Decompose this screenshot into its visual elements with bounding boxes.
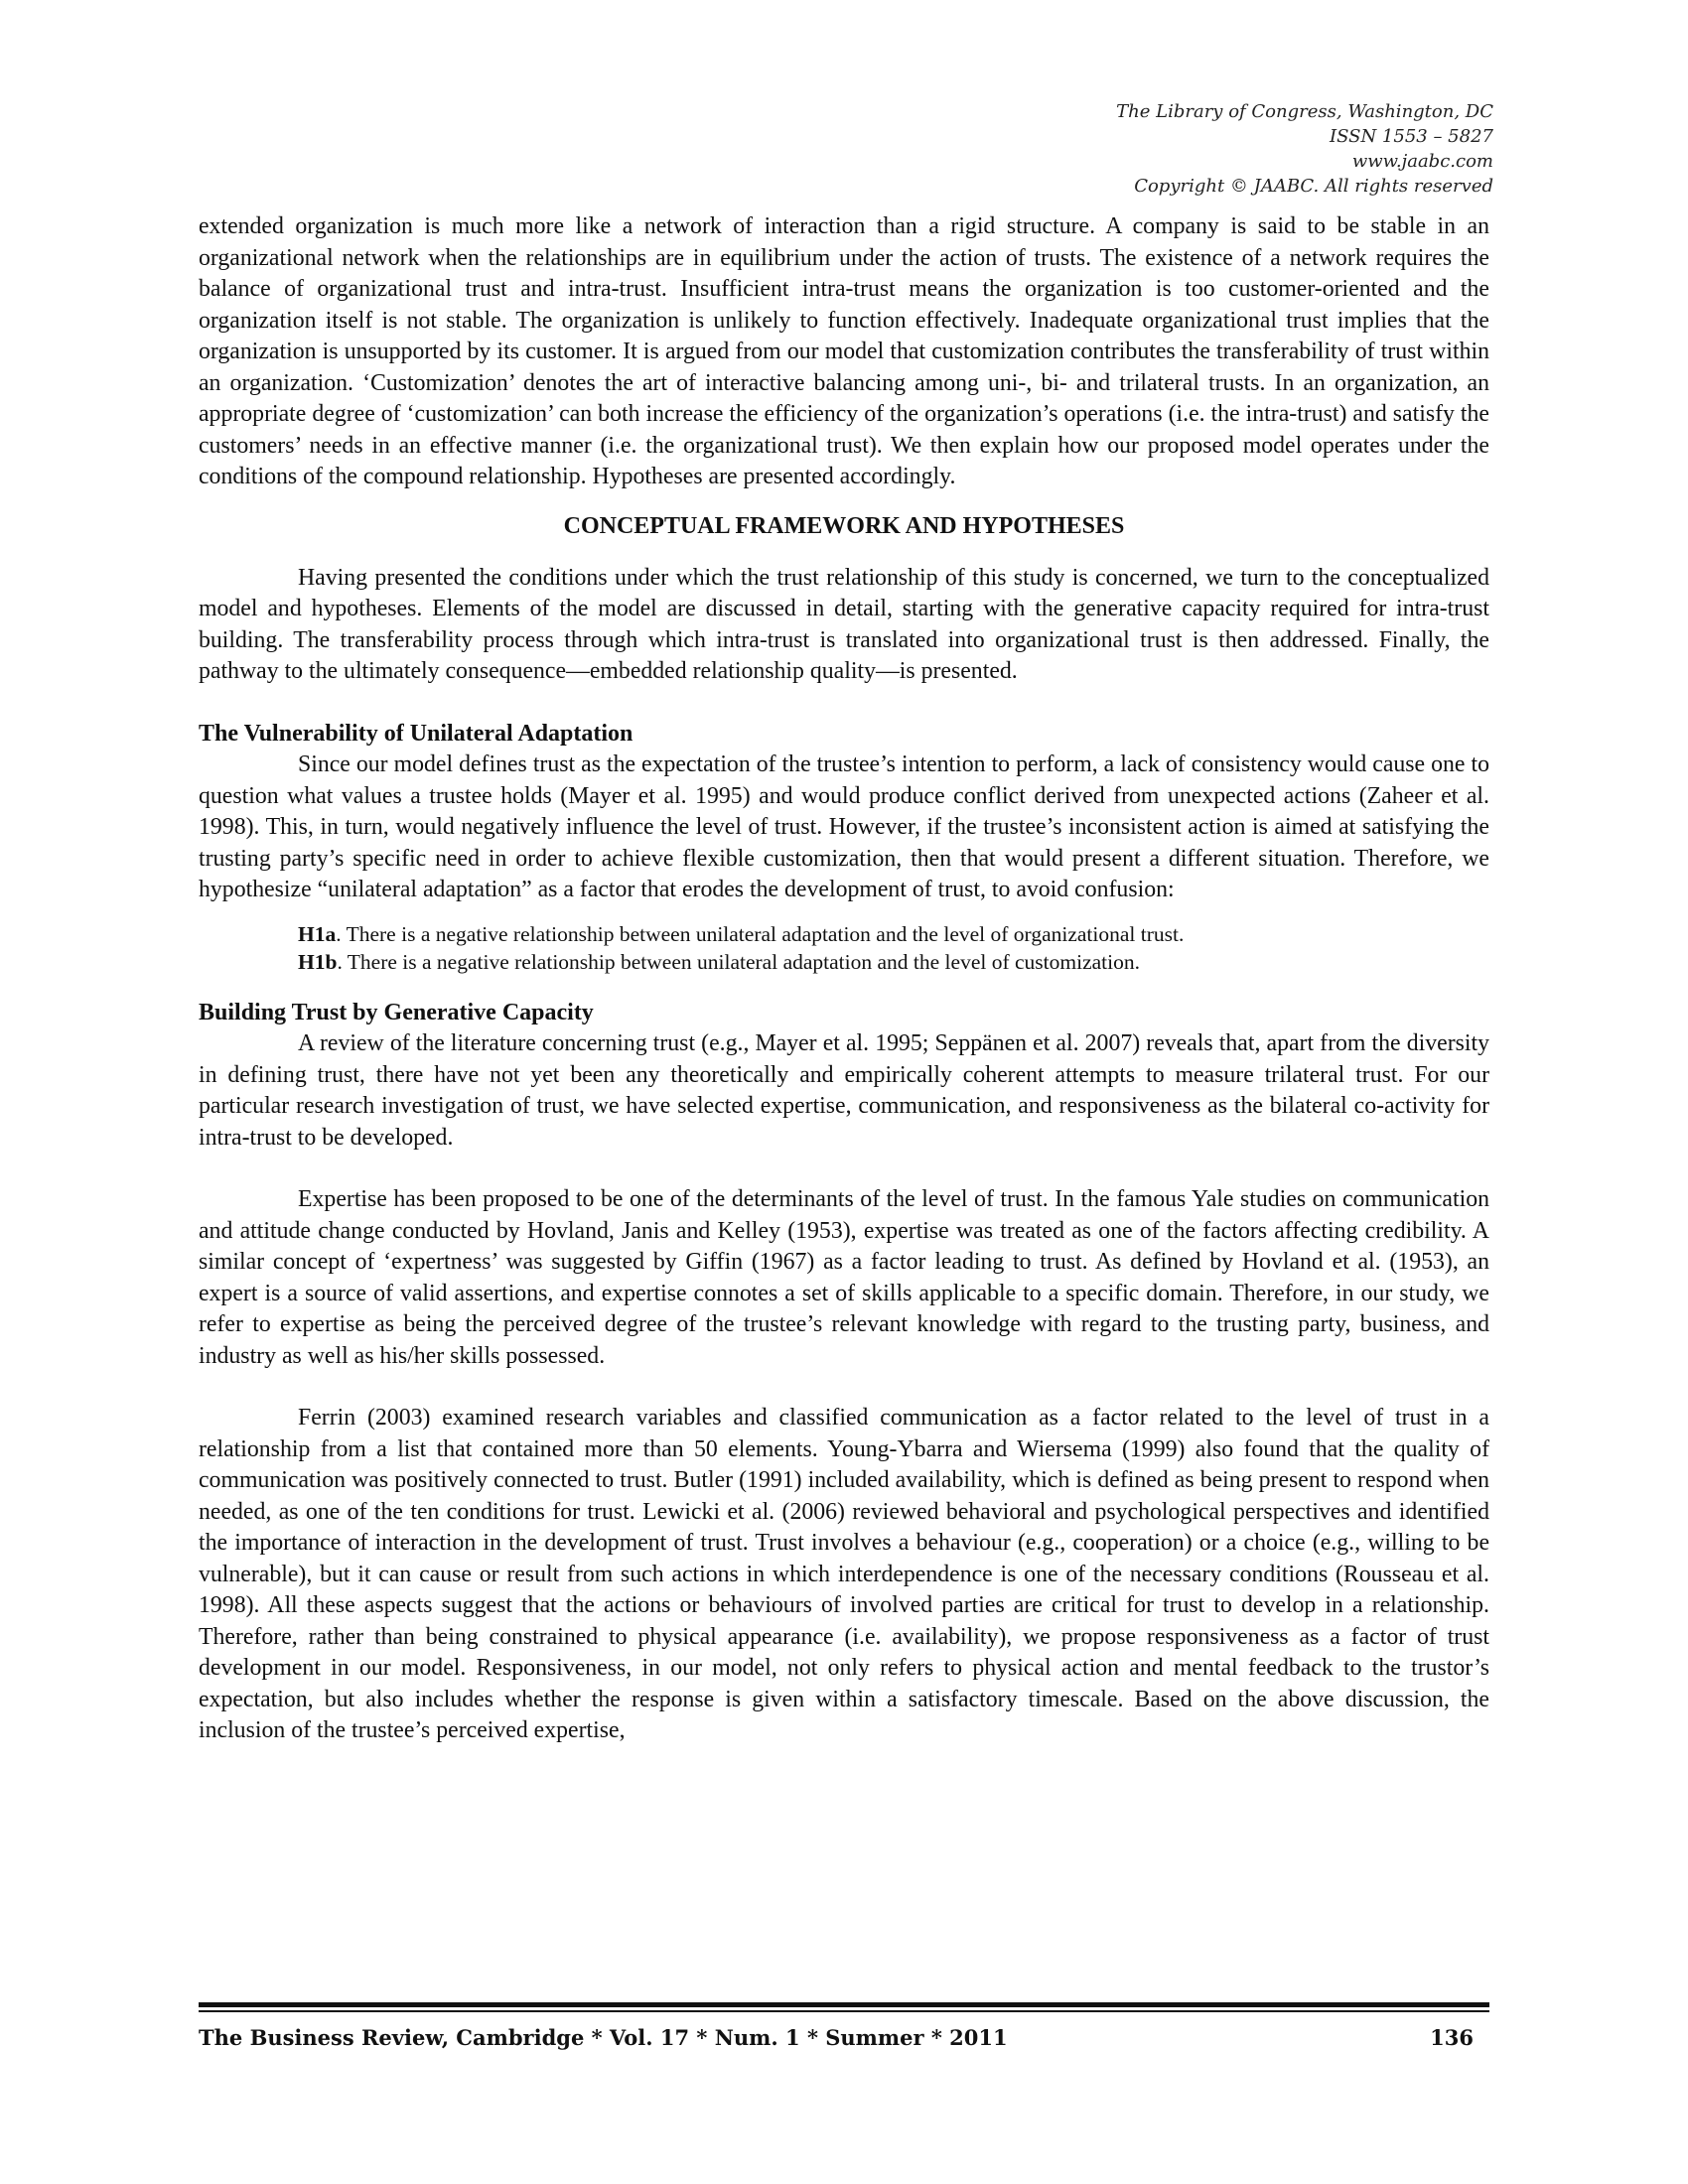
subsection-heading-vulnerability: The Vulnerability of Unilateral Adaptation bbox=[199, 720, 633, 747]
footer-journal: The Business Review, Cambridge * Vol. 17 * Num. 1 * Summer * 2011 bbox=[199, 2025, 1008, 2050]
hypotheses-list bbox=[199, 920, 1489, 976]
footer-rule-thin bbox=[199, 2010, 1489, 2012]
header-copyright: Copyright © JAABC. All rights reserved bbox=[1134, 176, 1493, 197]
vulnerability-paragraph: Since our model defines trust as the expectation of the trustee’s intention to perform, a lack of consistency would cause one to question what values a trustee holds (Mayer et al. 1995) and would produce conflict derived from unexpected actions (Zaheer et al. 1998). This, in turn, would negatively influence the level of trust. However, if the trustee’s inconsistent action is aimed at satisfying the trusting party’s specific need in order to achieve flexible customization, then that would present a different situation. Therefore, we hypothesize “unilateral adaptation” as a factor that erodes the development of trust, to avoid confusion: bbox=[199, 751, 1489, 902]
section-heading: CONCEPTUAL FRAMEWORK AND HYPOTHESES bbox=[563, 512, 1125, 539]
footer-rule-thick bbox=[199, 2002, 1489, 2007]
header-issn: ISSN 1553 – 5827 bbox=[1330, 126, 1493, 147]
header-publisher: The Library of Congress, Washington, DC bbox=[1116, 101, 1493, 122]
hypothesis-h1a bbox=[298, 920, 1489, 948]
running-header bbox=[1116, 99, 1493, 199]
generative-paragraph-1: A review of the literature concerning trust (e.g., Mayer et al. 1995; Seppänen et al. 2007) reveals that, apart from the diversity in defining trust, there have not yet been any theoretically and empirically coherent attempts to measure trilateral trust. For our particular research investigation of trust, we have selected expertise, communication, and responsiveness as the bilateral co-activity for intra-trust to be developed. bbox=[199, 1030, 1489, 1151]
generative-paragraph-3: Ferrin (2003) examined research variables and classified communication as a factor related to the level of trust in a relationship from a list that contained more than 50 elements. Young-Ybarra and Wiersema (1999) also found that the quality of communication was positively connected to trust. Butler (1991) included availability, which is defined as being present to respond when needed, as one of the ten conditions for trust. Lewicki et al. (2006) reviewed behavioral and psychological perspectives and identified the importance of interaction in the development of trust. Trust involves a behaviour (e.g., cooperation) or a choice (e.g., willing to be vulnerable), but it can cause or result from such actions in which interdependence is one of the necessary conditions (Rousseau et al. 1998). All these aspects suggest that the actions or behaviours of involved parties are critical for trust to develop in a relationship. Therefore, rather than being constrained to physical appearance (i.e. availability), we propose responsiveness as a factor of trust development in our model. Responsiveness, in our model, not only refers to physical action and mental feedback to the trustor’s expectation, but also includes whether the response is given within a satisfactory timescale. Based on the above discussion, the inclusion of the trustee’s perceived expertise, bbox=[199, 1405, 1489, 1743]
hypothesis-label: H1a bbox=[298, 921, 337, 946]
subsection-heading-generative-capacity: Building Trust by Generative Capacity bbox=[199, 999, 594, 1025]
hypothesis-label: H1b bbox=[298, 949, 338, 974]
article-body bbox=[199, 211, 1489, 1747]
page-number: 136 bbox=[1430, 2025, 1474, 2050]
section-paragraph: Having presented the conditions under which the trust relationship of this study is concerned, we turn to the conceptualized model and hypotheses. Elements of the model are discussed in detail, starting with the generative capacity required for intra-trust building. The transferability process through which intra-trust is translated into organizational trust is then addressed. Finally, the pathway to the ultimately consequence—embedded relationship quality—is presented. bbox=[199, 564, 1489, 684]
intro-paragraph: extended organization is much more like a network of interaction than a rigid structure. A company is said to be stable in an organizational network when the relationships are in equilibrium under the action of trusts. The existence of a network requires the balance of organizational trust and intra-trust. Insufficient intra-trust means the organization is too customer-oriented and the organization itself is not stable. The organization is unlikely to function effectively. Inadequate organizational trust implies that the organization is unsupported by its customer. It is argued from our model that customization contributes the transferability of trust within an organization. ‘Customization’ denotes the art of interactive balancing among uni-, bi- and trilateral trusts. In an organization, an appropriate degree of ‘customization’ can both increase the efficiency of the organization’s operations (i.e. the intra-trust) and satisfy the customers’ needs in an effective manner (i.e. the organizational trust). We then explain how our proposed model operates under the conditions of the compound relationship. Hypotheses are presented accordingly. bbox=[199, 213, 1489, 489]
hypothesis-h1b bbox=[298, 948, 1489, 976]
hypothesis-text: . There is a negative relationship between unilateral adaptation and the level of organizational trust. bbox=[336, 921, 1185, 946]
generative-paragraph-2: Expertise has been proposed to be one of the determinants of the level of trust. In the famous Yale studies on communication and attitude change conducted by Hovland, Janis and Kelley (1953), expertise was treated as one of the factors affecting credibility. A similar concept of ‘expertness’ was suggested by Giffin (1967) as a factor leading to trust. As defined by Hovland et al. (1953), an expert is a source of valid assertions, and expertise connotes a set of skills applicable to a specific domain. Therefore, in our study, we refer to expertise as being the perceived degree of the trustee’s relevant knowledge with regard to the trusting party, business, and industry as well as his/her skills possessed. bbox=[199, 1186, 1489, 1369]
header-website: www.jaabc.com bbox=[1351, 151, 1493, 172]
hypothesis-text: . There is a negative relationship between unilateral adaptation and the level of customization. bbox=[337, 949, 1140, 974]
